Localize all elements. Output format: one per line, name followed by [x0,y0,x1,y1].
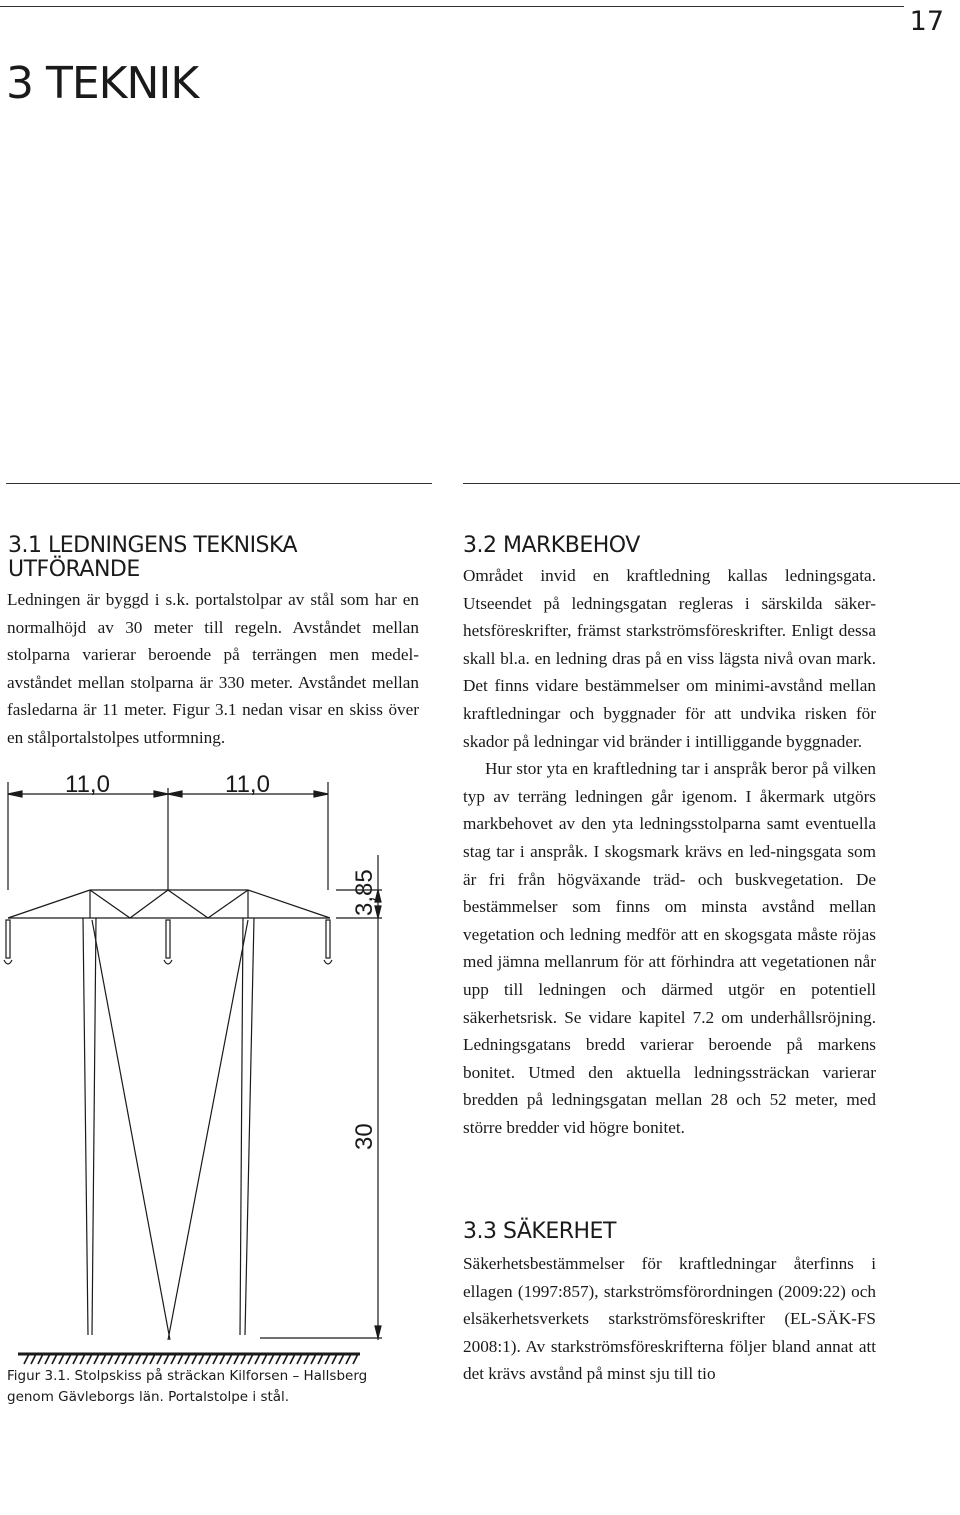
section-heading-3-2: 3.2 MARKBEHOV [463,533,640,558]
right-column-rule [463,483,960,484]
top-rule [0,6,904,7]
dim-right-label: 11,0 [225,771,270,798]
arrow-icon [154,791,168,797]
arrow-icon [168,791,182,797]
paragraph: Hur stor yta en kraftledning tar i anspråk beror på vilken typ av terräng ledningen går igenom. I åkermark utgörs markbehovet av den yta ledningsstolparna samt eventuella stag tar i anspråk. I skogsmark krävs en led-ningsgata som är fri från högväxande träd- och buskvegetation. De bestämmelser som finns om minsta avstånd mellan vegetation och ledning medför att en skogsgata måste röjas med jämna mellanrum för att förhindra att vegetationen når upp till ledningen och därmed utgör en potentiell säkerhetsrisk. Se vidare kapitel 7.2 om underhållsröjning. Ledningsgatans bredd varierar beroende på markens bonitet. Utmed den aktuella ledningssträckan varierar bredden på ledningsgatan mellan 28 och 52 meter, med större bredder vid högre bonitet. [463,759,876,1137]
paragraph: Säkerhetsbestämmelser för kraftledningar återfinns i ellagen (1997:857), starkströmsförordningen (2009:22) och elsäkerhetsverkets starkströmsföreskrifter (EL-SÄK-FS 2008:1). Av starkströmsföreskrifterna följer bland annat att det krävs avstånd på minst sju till tio [463,1254,876,1384]
ground-hatching [18,1354,360,1364]
section-3-2-text [463,562,876,1141]
section-3-3-text [463,1250,876,1388]
paragraph: Området invid en kraftledning kallas ledningsgata. Utseendet på ledningsgatan regleras i särskilda säker-hetsföreskrifter, främst starkströmsföreskrifter. Enligt dessa skall bl.a. en ledning dras på en viss lägsta nivå ovan mark. Det finns vidare bestämmelser om minimi-avstånd mellan kraftledningar och byggnader för att undvika risken för skador på ledningar vid bränder i intilliggande byggnader. [463,566,876,751]
dim-top-label: 3,85 [351,869,378,916]
dim-left-label: 11,0 [65,771,110,798]
figure-caption: Figur 3.1. Stolpskiss på sträckan Kilforsen – Hallsberg genom Gävleborgs län. Portalstolpe i stål. [7,1368,368,1405]
arrow-icon [314,791,328,797]
arrow-icon [375,1326,381,1338]
page-number: 17 [909,6,944,37]
section-heading-3-3: 3.3 SÄKERHET [463,1219,616,1244]
chapter-title: 3 TEKNIK [6,58,199,109]
dim-height-label: 30 [351,1123,378,1150]
section-heading-3-1: 3.1 LEDNINGENS TEKNISKA UTFÖRANDE [8,533,298,582]
tower-sketch-figure [0,760,420,1370]
section-3-1-text [7,586,419,752]
left-column-rule [6,483,432,484]
paragraph: Ledningen är byggd i s.k. portalstolpar av stål som har en normalhöjd av 30 meter till regeln. Avståndet mellan stolparna varierar beroende på terrängen men medel-avståndet mellan stolparna är 330 meter. Avståndet mellan fasledarna är 11 meter. Figur 3.1 nedan visar en skiss över en stålportalstolpes utformning. [7,590,419,747]
arrow-icon [8,791,22,797]
